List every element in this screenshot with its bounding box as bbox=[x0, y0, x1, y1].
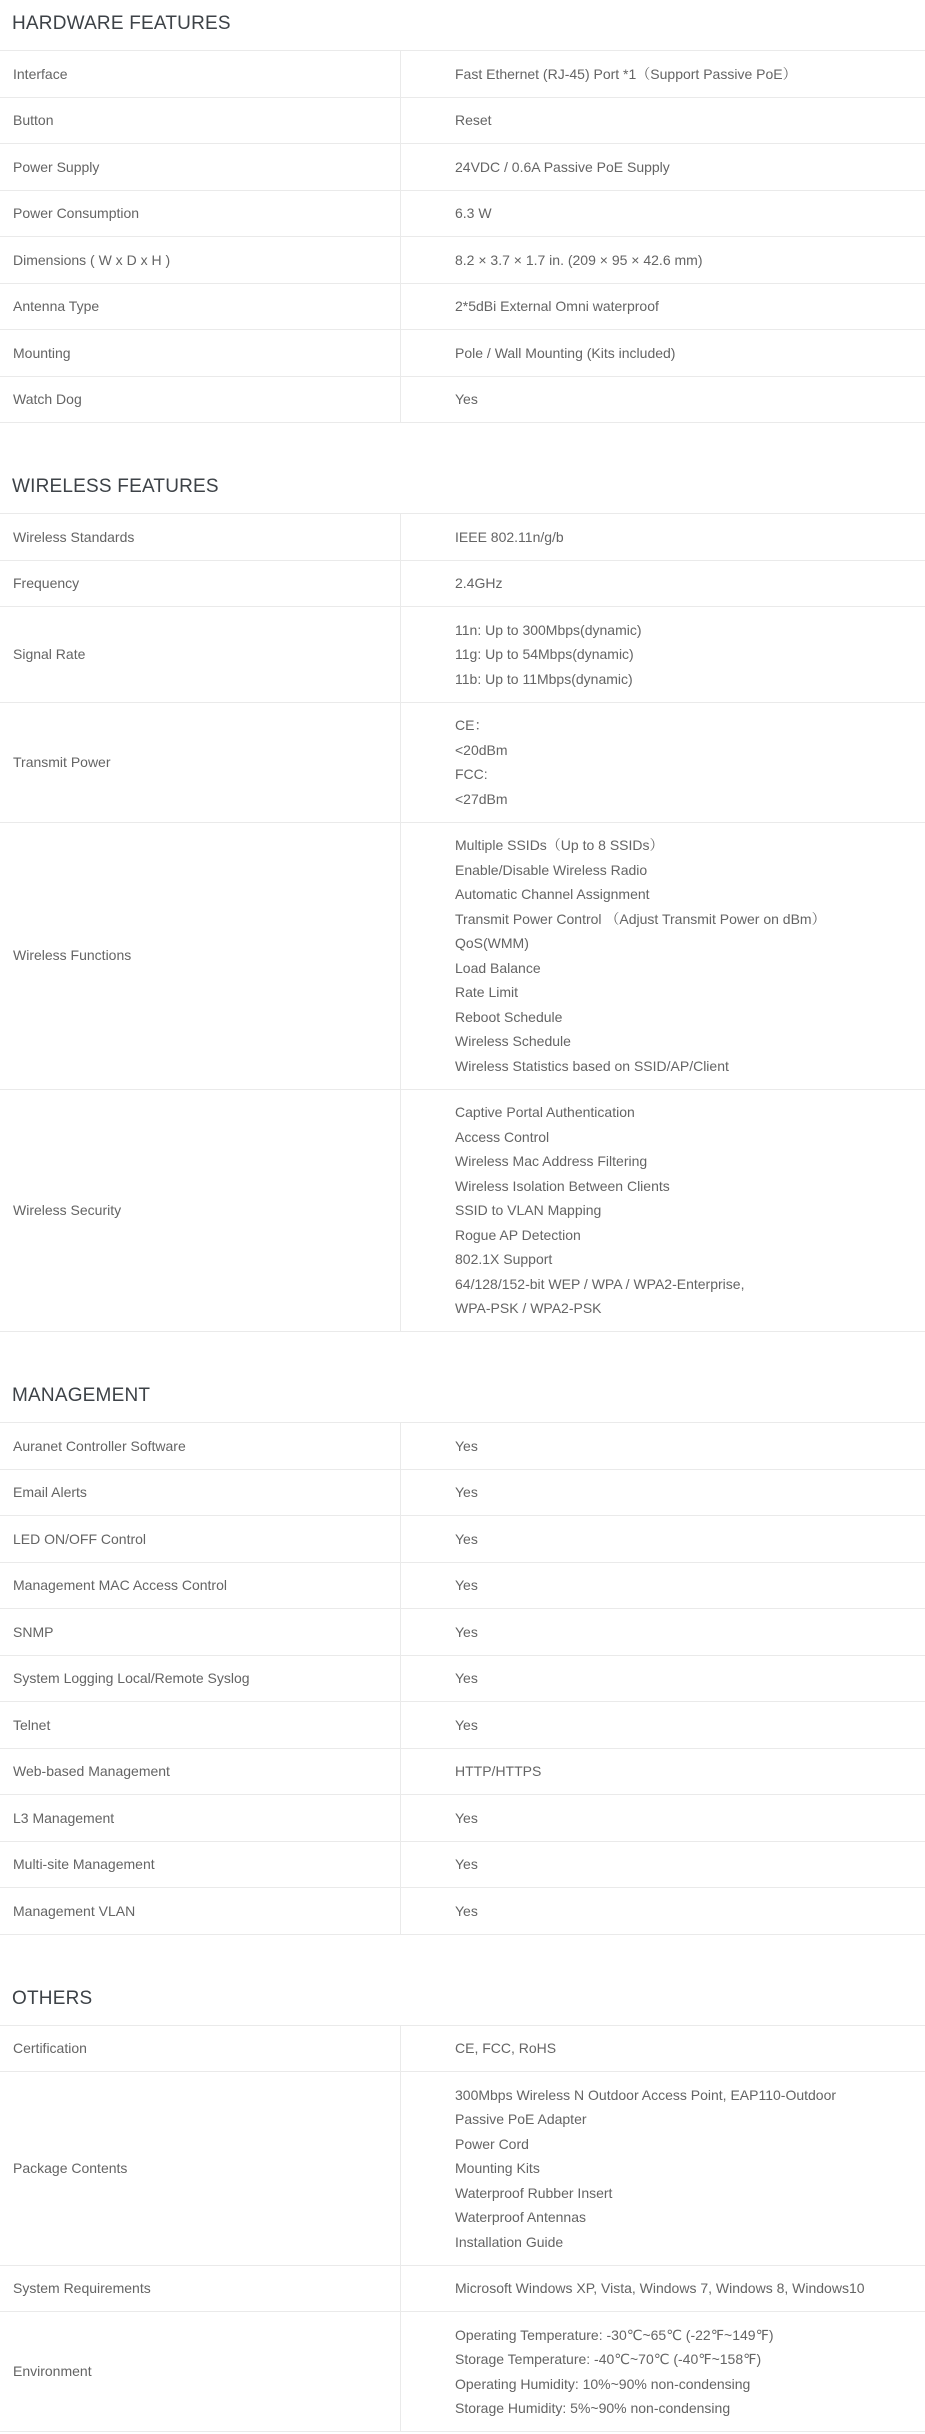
spec-value bbox=[401, 1090, 925, 1332]
spec-label: Package Contents bbox=[0, 2072, 401, 2265]
spec-label: Signal Rate bbox=[0, 607, 401, 702]
spec-label: Button bbox=[0, 98, 401, 144]
spec-value-line: 64/128/152-bit WEP / WPA / WPA2-Enterprise, bbox=[455, 1275, 745, 1292]
spec-value bbox=[401, 514, 925, 560]
spec-label: Multi-site Management bbox=[0, 1842, 401, 1888]
spec-row bbox=[0, 1702, 925, 1749]
spec-row bbox=[0, 1749, 925, 1796]
spec-value-line: Reboot Schedule bbox=[455, 1008, 563, 1025]
spec-row bbox=[0, 2026, 925, 2073]
spec-value bbox=[401, 284, 925, 330]
spec-table-hardware-features bbox=[0, 50, 925, 423]
spec-row bbox=[0, 703, 925, 823]
spec-value bbox=[401, 2266, 925, 2312]
spec-value-line: QoS(WMM) bbox=[455, 935, 529, 951]
section-hardware-features bbox=[0, 11, 925, 423]
spec-value-line: Yes bbox=[455, 1530, 478, 1547]
spec-value bbox=[401, 703, 925, 822]
spec-label: Frequency bbox=[0, 561, 401, 607]
spec-label: Telnet bbox=[0, 1702, 401, 1748]
spec-value-line: 24VDC / 0.6A Passive PoE Supply bbox=[455, 158, 670, 175]
spec-value-line: Yes bbox=[455, 1902, 478, 1919]
spec-value-line: Rate Limit bbox=[455, 984, 519, 1000]
spec-value-line: Reset bbox=[455, 112, 492, 128]
spec-value-line: Yes bbox=[455, 1623, 478, 1640]
spec-row bbox=[0, 144, 925, 191]
spec-value-line: <20dBm bbox=[455, 741, 508, 758]
spec-value-line: Automatic Channel Assignment bbox=[455, 886, 650, 902]
spec-value bbox=[401, 1888, 925, 1934]
spec-row bbox=[0, 1656, 925, 1703]
spec-label: LED ON/OFF Control bbox=[0, 1516, 401, 1562]
spec-value bbox=[401, 1656, 925, 1702]
spec-value-line: CE： bbox=[455, 717, 489, 733]
spec-value-line: 11b: Up to 11Mbps(dynamic) bbox=[455, 670, 633, 687]
spec-row bbox=[0, 2072, 925, 2266]
spec-row bbox=[0, 51, 925, 98]
spec-value bbox=[401, 1702, 925, 1748]
section-title-others: OTHERS bbox=[12, 1987, 93, 2009]
spec-value-line: Wireless Isolation Between Clients bbox=[455, 1177, 670, 1194]
spec-value-line: Enable/Disable Wireless Radio bbox=[455, 861, 648, 878]
spec-table-others bbox=[0, 2025, 925, 2433]
spec-label: Email Alerts bbox=[0, 1470, 401, 1516]
spec-value-line: 2.4GHz bbox=[455, 575, 503, 591]
spec-value bbox=[401, 1470, 925, 1516]
spec-row bbox=[0, 377, 925, 424]
spec-row bbox=[0, 1842, 925, 1889]
spec-value-line: Fast Ethernet (RJ-45) Port *1（Support Passive PoE） bbox=[455, 65, 797, 82]
spec-value bbox=[401, 330, 925, 376]
spec-label: System Requirements bbox=[0, 2266, 401, 2312]
spec-value-line: 8.2 × 3.7 × 1.7 in. (209 × 95 × 42.6 mm) bbox=[455, 251, 703, 268]
spec-value-line: Multiple SSIDs（Up to 8 SSIDs） bbox=[455, 837, 664, 853]
spec-value-line: Mounting Kits bbox=[455, 2160, 540, 2176]
spec-label: Dimensions ( W x D x H ) bbox=[0, 237, 401, 283]
spec-value bbox=[401, 1609, 925, 1655]
spec-value-line: Installation Guide bbox=[455, 2233, 564, 2250]
spec-value-line: IEEE 802.11n/g/b bbox=[455, 528, 564, 545]
spec-label: Antenna Type bbox=[0, 284, 401, 330]
spec-value-line: Passive PoE Adapter bbox=[455, 2111, 587, 2127]
spec-row bbox=[0, 1470, 925, 1517]
spec-value-line: Yes bbox=[455, 1716, 478, 1733]
spec-label: Power Supply bbox=[0, 144, 401, 190]
spec-value bbox=[401, 607, 925, 702]
spec-value bbox=[401, 377, 925, 423]
spec-value-line: Yes bbox=[455, 1577, 478, 1593]
spec-label: Transmit Power bbox=[0, 703, 401, 822]
spec-value-line: Rogue AP Detection bbox=[455, 1226, 581, 1243]
spec-row bbox=[0, 1423, 925, 1470]
spec-value-line: CE, FCC, RoHS bbox=[455, 2040, 557, 2056]
spec-row bbox=[0, 2312, 925, 2432]
spec-value-line: Operating Temperature: -30℃~65℃ (-22℉~149℉) bbox=[455, 2326, 774, 2343]
spec-row bbox=[0, 1090, 925, 1333]
spec-row bbox=[0, 1888, 925, 1935]
spec-value-line: Yes bbox=[455, 1670, 478, 1686]
spec-label: Management MAC Access Control bbox=[0, 1563, 401, 1609]
spec-value-line: Microsoft Windows XP, Vista, Windows 7, Windows 8, Windows10 bbox=[455, 2280, 865, 2296]
spec-label: Interface bbox=[0, 51, 401, 97]
spec-label: Watch Dog bbox=[0, 377, 401, 423]
spec-value-line: SSID to VLAN Mapping bbox=[455, 1202, 602, 1218]
spec-value-line: Storage Temperature: -40℃~70℃ (-40℉~158℉) bbox=[455, 2351, 762, 2367]
spec-row bbox=[0, 607, 925, 703]
spec-value bbox=[401, 144, 925, 190]
spec-table-wireless-features bbox=[0, 513, 925, 1332]
spec-row bbox=[0, 823, 925, 1090]
spec-row bbox=[0, 1563, 925, 1610]
spec-row bbox=[0, 191, 925, 238]
spec-value bbox=[401, 237, 925, 283]
spec-value-line: Waterproof Antennas bbox=[455, 2209, 587, 2225]
spec-value-line: Yes bbox=[455, 391, 478, 407]
spec-value-line: Wireless Mac Address Filtering bbox=[455, 1153, 648, 1169]
spec-row bbox=[0, 237, 925, 284]
spec-value-line: Pole / Wall Mounting (Kits included) bbox=[455, 344, 676, 361]
spec-value bbox=[401, 1749, 925, 1795]
spec-value-line: Transmit Power Control （Adjust Transmit Power on dBm） bbox=[455, 910, 826, 927]
spec-label: Management VLAN bbox=[0, 1888, 401, 1934]
spec-value bbox=[401, 561, 925, 607]
section-management bbox=[0, 1383, 925, 1935]
spec-value-line: HTTP/HTTPS bbox=[455, 1763, 542, 1779]
spec-row bbox=[0, 330, 925, 377]
spec-value-line: 11g: Up to 54Mbps(dynamic) bbox=[455, 646, 634, 662]
spec-value bbox=[401, 51, 925, 97]
spec-row bbox=[0, 514, 925, 561]
section-wireless-features bbox=[0, 474, 925, 1332]
spec-value-line: 2*5dBi External Omni waterproof bbox=[455, 298, 659, 314]
spec-value bbox=[401, 2072, 925, 2265]
spec-value-line: Wireless Schedule bbox=[455, 1033, 571, 1049]
spec-value-line: Access Control bbox=[455, 1128, 550, 1145]
spec-value bbox=[401, 1423, 925, 1469]
spec-label: Mounting bbox=[0, 330, 401, 376]
section-title-wireless-features: WIRELESS FEATURES bbox=[12, 476, 219, 497]
spec-value bbox=[401, 1516, 925, 1562]
spec-value bbox=[401, 1842, 925, 1888]
spec-value-line: Captive Portal Authentication bbox=[455, 1104, 635, 1120]
product-specifications-page bbox=[0, 11, 925, 2434]
spec-value bbox=[401, 2312, 925, 2431]
spec-row bbox=[0, 98, 925, 145]
spec-value-line: Power Cord bbox=[455, 2135, 529, 2152]
section-others bbox=[0, 1986, 925, 2433]
spec-value-line: Storage Humidity: 5%~90% non-condensing bbox=[455, 2400, 731, 2416]
spec-value-line: Waterproof Rubber Insert bbox=[455, 2184, 613, 2201]
spec-row bbox=[0, 561, 925, 608]
spec-value-line: Yes bbox=[455, 1437, 478, 1454]
spec-value-line: 11n: Up to 300Mbps(dynamic) bbox=[455, 621, 642, 638]
spec-value-line: 300Mbps Wireless N Outdoor Access Point, EAP110-Outdoor bbox=[455, 2086, 837, 2103]
spec-value-line: <27dBm bbox=[455, 790, 508, 807]
spec-label: Wireless Functions bbox=[0, 823, 401, 1089]
spec-value-line: Yes bbox=[455, 1484, 478, 1500]
spec-value-line: 802.1X Support bbox=[455, 1251, 553, 1267]
spec-label: Wireless Security bbox=[0, 1090, 401, 1332]
spec-value bbox=[401, 1795, 925, 1841]
spec-label: Wireless Standards bbox=[0, 514, 401, 560]
spec-value-line: Load Balance bbox=[455, 959, 541, 976]
spec-value-line: Yes bbox=[455, 1809, 478, 1826]
spec-label: Environment bbox=[0, 2312, 401, 2431]
spec-value-line: FCC: bbox=[455, 766, 488, 782]
spec-table-management bbox=[0, 1422, 925, 1935]
spec-row bbox=[0, 1516, 925, 1563]
spec-value bbox=[401, 191, 925, 237]
spec-label: Power Consumption bbox=[0, 191, 401, 237]
spec-value-line: Wireless Statistics based on SSID/AP/Client bbox=[455, 1057, 729, 1074]
spec-row bbox=[0, 1609, 925, 1656]
section-title-hardware-features: HARDWARE FEATURES bbox=[12, 13, 231, 34]
section-title-management: MANAGEMENT bbox=[12, 1385, 151, 1406]
spec-value bbox=[401, 98, 925, 144]
spec-label: System Logging Local/Remote Syslog bbox=[0, 1656, 401, 1702]
spec-value-line: Operating Humidity: 10%~90% non-condensing bbox=[455, 2375, 751, 2392]
spec-value bbox=[401, 823, 925, 1089]
spec-label: L3 Management bbox=[0, 1795, 401, 1841]
spec-label: SNMP bbox=[0, 1609, 401, 1655]
spec-row bbox=[0, 284, 925, 331]
spec-label: Auranet Controller Software bbox=[0, 1423, 401, 1469]
spec-row bbox=[0, 2266, 925, 2313]
spec-label: Web-based Management bbox=[0, 1749, 401, 1795]
spec-value-line: WPA-PSK / WPA2-PSK bbox=[455, 1300, 602, 1316]
spec-label: Certification bbox=[0, 2026, 401, 2072]
spec-value bbox=[401, 2026, 925, 2072]
spec-row bbox=[0, 1795, 925, 1842]
spec-value-line: Yes bbox=[455, 1856, 478, 1872]
spec-value-line: 6.3 W bbox=[455, 205, 492, 221]
spec-value bbox=[401, 1563, 925, 1609]
